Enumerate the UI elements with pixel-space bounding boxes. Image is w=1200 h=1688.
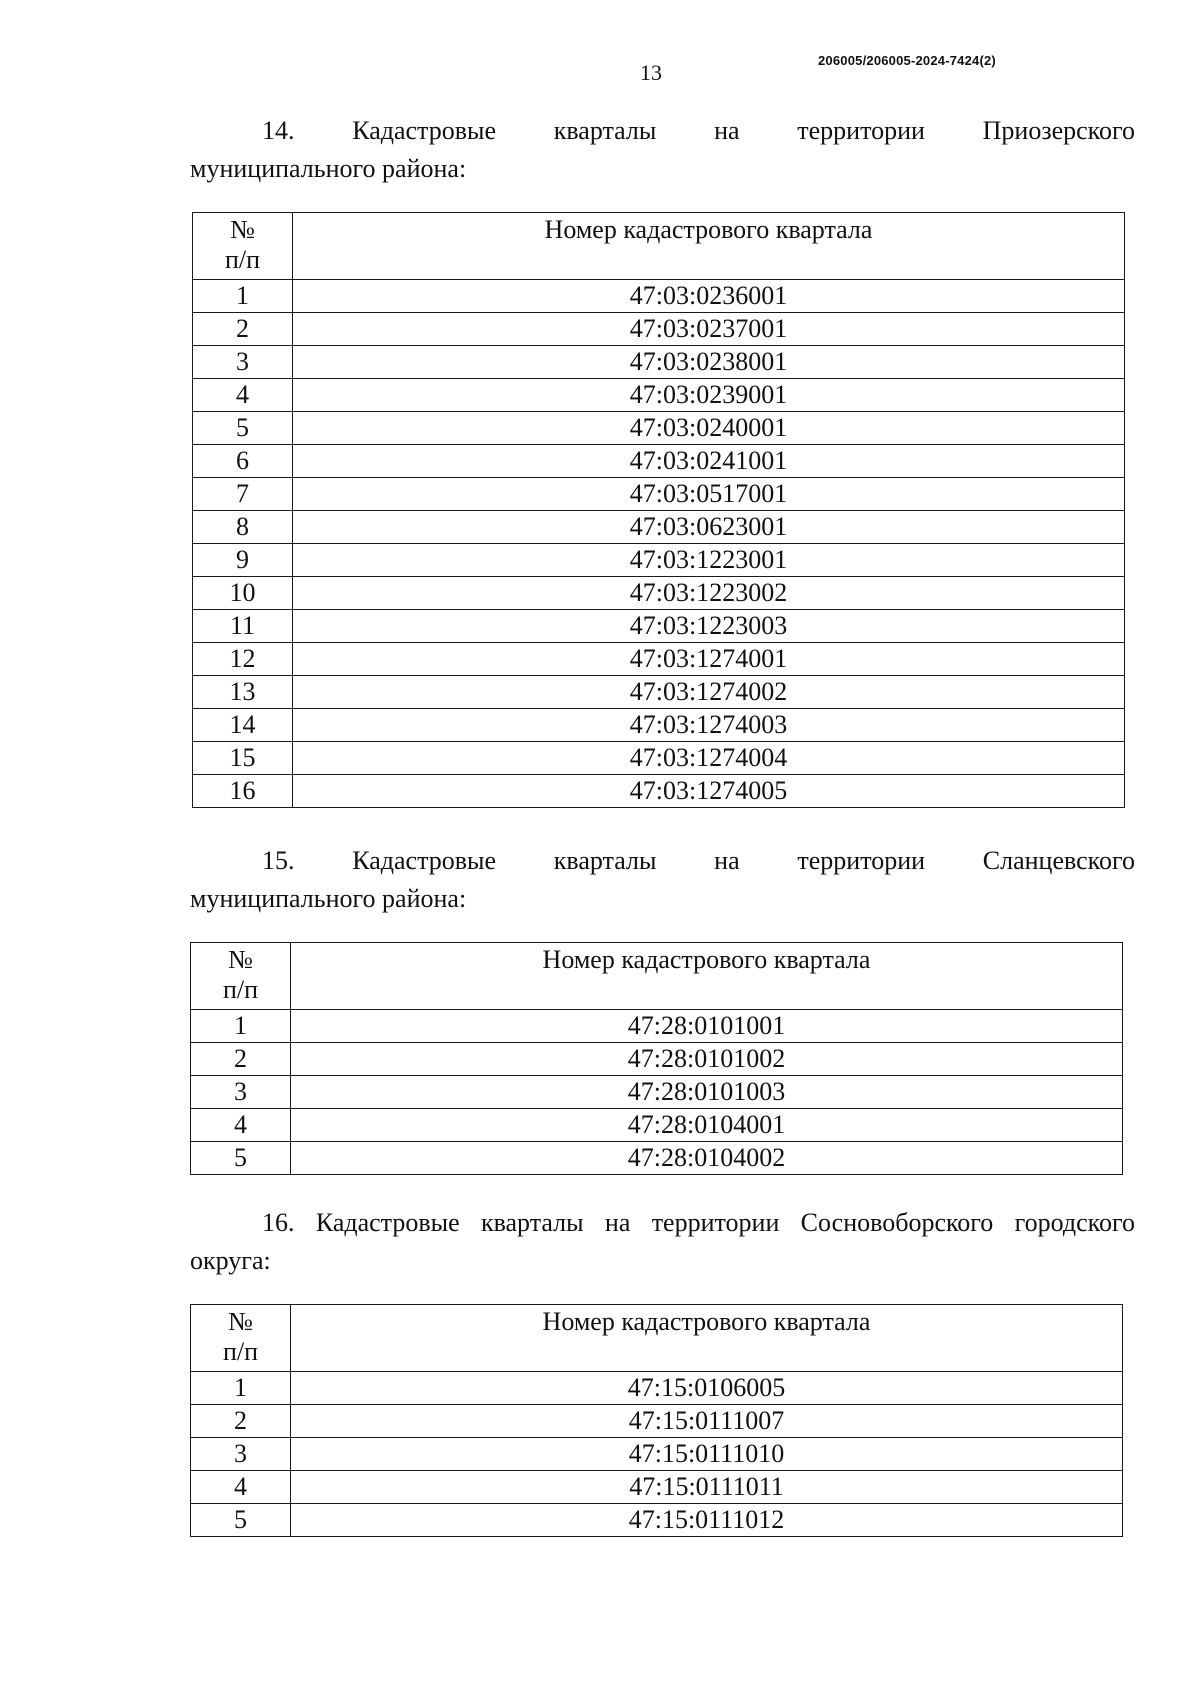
cadastral-number-cell: 47:28:0101002 (291, 1043, 1123, 1076)
column-header-number (191, 1305, 291, 1372)
header-number-sign: № (228, 945, 253, 974)
table-row (191, 1372, 1123, 1405)
table-row (191, 1109, 1123, 1142)
cadastral-number-cell: 47:03:1223002 (293, 577, 1125, 610)
heading-word: кварталы (553, 846, 657, 875)
cadastral-number-cell: 47:03:0240001 (293, 412, 1125, 445)
header-number-sign: № (228, 1307, 253, 1336)
table-body (191, 1372, 1123, 1537)
row-number-cell: 4 (191, 1109, 291, 1142)
heading-word: на (714, 116, 740, 145)
table-row (193, 709, 1125, 742)
cadastral-number-cell: 47:28:0104002 (291, 1142, 1123, 1175)
section-14-heading-line1 (190, 112, 1135, 150)
table-row (193, 445, 1125, 478)
cadastral-number-cell: 47:15:0111011 (291, 1471, 1123, 1504)
table-row (193, 610, 1125, 643)
row-number-cell: 4 (191, 1471, 291, 1504)
cadastral-number-cell: 47:03:0237001 (293, 313, 1125, 346)
section-16-heading (190, 1204, 1135, 1280)
cadastral-number-cell: 47:03:1274001 (293, 643, 1125, 676)
column-header-number (193, 213, 293, 280)
cadastral-number-cell: 47:28:0101001 (291, 1010, 1123, 1043)
cadastral-number-cell: 47:03:0236001 (293, 280, 1125, 313)
table-body (191, 1010, 1123, 1175)
table-row (193, 775, 1125, 808)
table-row (193, 379, 1125, 412)
cadastral-number-cell: 47:03:0239001 (293, 379, 1125, 412)
table-row (193, 544, 1125, 577)
header-number-abbr: п/п (222, 975, 259, 1004)
cadastral-table-14 (192, 212, 1125, 808)
cadastral-number-cell: 47:03:1223001 (293, 544, 1125, 577)
row-number-cell: 5 (191, 1142, 291, 1175)
table-header-row (193, 213, 1125, 280)
table-row (191, 1405, 1123, 1438)
heading-word: Приозерского (982, 116, 1135, 145)
row-number-cell: 12 (193, 643, 293, 676)
table-row (191, 1142, 1123, 1175)
table-row (191, 1076, 1123, 1109)
column-header-cadastral: Номер кадастрового квартала (293, 213, 1125, 280)
section-14-heading-line2: муниципального района: (190, 154, 467, 183)
table-row (193, 643, 1125, 676)
section-16-heading-line1 (190, 1204, 1135, 1242)
row-number-cell: 5 (191, 1504, 291, 1537)
heading-word: Кадастровые (352, 116, 497, 145)
table-row (191, 1438, 1123, 1471)
row-number-cell: 15 (193, 742, 293, 775)
column-header-cadastral: Номер кадастрового квартала (291, 1305, 1123, 1372)
cadastral-number-cell: 47:03:1274004 (293, 742, 1125, 775)
column-header-number (191, 943, 291, 1010)
row-number-cell: 2 (193, 313, 293, 346)
cadastral-table-15 (190, 942, 1123, 1175)
table-row (193, 280, 1125, 313)
row-number-cell: 16 (193, 775, 293, 808)
cadastral-number-cell: 47:03:1223003 (293, 610, 1125, 643)
heading-word: 14. (262, 116, 295, 145)
cadastral-table-16 (190, 1304, 1123, 1537)
header-number-sign: № (230, 215, 255, 244)
section-15-heading-line1 (190, 842, 1135, 880)
section-14-heading (190, 112, 1135, 188)
row-number-cell: 13 (193, 676, 293, 709)
document-id: 206005/206005-2024-7424(2) (818, 53, 996, 68)
row-number-cell: 3 (193, 346, 293, 379)
table-row (193, 478, 1125, 511)
row-number-cell: 3 (191, 1438, 291, 1471)
table-row (193, 676, 1125, 709)
cadastral-number-cell: 47:03:0238001 (293, 346, 1125, 379)
heading-word: 15. (262, 846, 295, 875)
heading-word: на (714, 846, 740, 875)
table-header-row (191, 943, 1123, 1010)
section-16-heading-line2: округа: (190, 1246, 271, 1275)
table-row (191, 1010, 1123, 1043)
cadastral-number-cell: 47:28:0101003 (291, 1076, 1123, 1109)
row-number-cell: 10 (193, 577, 293, 610)
heading-word: территории (797, 846, 926, 875)
row-number-cell: 1 (191, 1372, 291, 1405)
table-row (193, 742, 1125, 775)
table-body (193, 280, 1125, 808)
table-row (191, 1043, 1123, 1076)
cadastral-number-cell: 47:15:0106005 (291, 1372, 1123, 1405)
row-number-cell: 8 (193, 511, 293, 544)
row-number-cell: 11 (193, 610, 293, 643)
table-row (193, 346, 1125, 379)
header-number-abbr: п/п (222, 1337, 259, 1366)
row-number-cell: 1 (193, 280, 293, 313)
cadastral-number-cell: 47:03:1274003 (293, 709, 1125, 742)
cadastral-number-cell: 47:03:1274005 (293, 775, 1125, 808)
section-15-heading (190, 842, 1135, 918)
row-number-cell: 2 (191, 1043, 291, 1076)
cadastral-number-cell: 47:28:0104001 (291, 1109, 1123, 1142)
column-header-cadastral: Номер кадастрового квартала (291, 943, 1123, 1010)
row-number-cell: 6 (193, 445, 293, 478)
row-number-cell: 7 (193, 478, 293, 511)
page-number: 13 (640, 60, 662, 85)
row-number-cell: 9 (193, 544, 293, 577)
table-row (193, 511, 1125, 544)
header-number-abbr: п/п (224, 245, 261, 274)
cadastral-number-cell: 47:03:0623001 (293, 511, 1125, 544)
table-row (191, 1471, 1123, 1504)
row-number-cell: 2 (191, 1405, 291, 1438)
heading-word: Кадастровые (352, 846, 497, 875)
cadastral-number-cell: 47:03:0517001 (293, 478, 1125, 511)
table-row (193, 313, 1125, 346)
heading-word: Сланцевского (982, 846, 1135, 875)
cadastral-number-cell: 47:15:0111012 (291, 1504, 1123, 1537)
section-15-heading-line2: муниципального района: (190, 884, 467, 913)
table-row (193, 577, 1125, 610)
table-header-row (191, 1305, 1123, 1372)
cadastral-number-cell: 47:15:0111007 (291, 1405, 1123, 1438)
cadastral-number-cell: 47:03:1274002 (293, 676, 1125, 709)
heading-word: кварталы (553, 116, 657, 145)
table-row (193, 412, 1125, 445)
heading-word: территории (797, 116, 925, 145)
table-row (191, 1504, 1123, 1537)
cadastral-number-cell: 47:15:0111010 (291, 1438, 1123, 1471)
row-number-cell: 3 (191, 1076, 291, 1109)
row-number-cell: 14 (193, 709, 293, 742)
heading-text: 16. Кадастровые кварталы на территории Сосновоборского городского (262, 1208, 1135, 1237)
row-number-cell: 5 (193, 412, 293, 445)
row-number-cell: 1 (191, 1010, 291, 1043)
cadastral-number-cell: 47:03:0241001 (293, 445, 1125, 478)
row-number-cell: 4 (193, 379, 293, 412)
